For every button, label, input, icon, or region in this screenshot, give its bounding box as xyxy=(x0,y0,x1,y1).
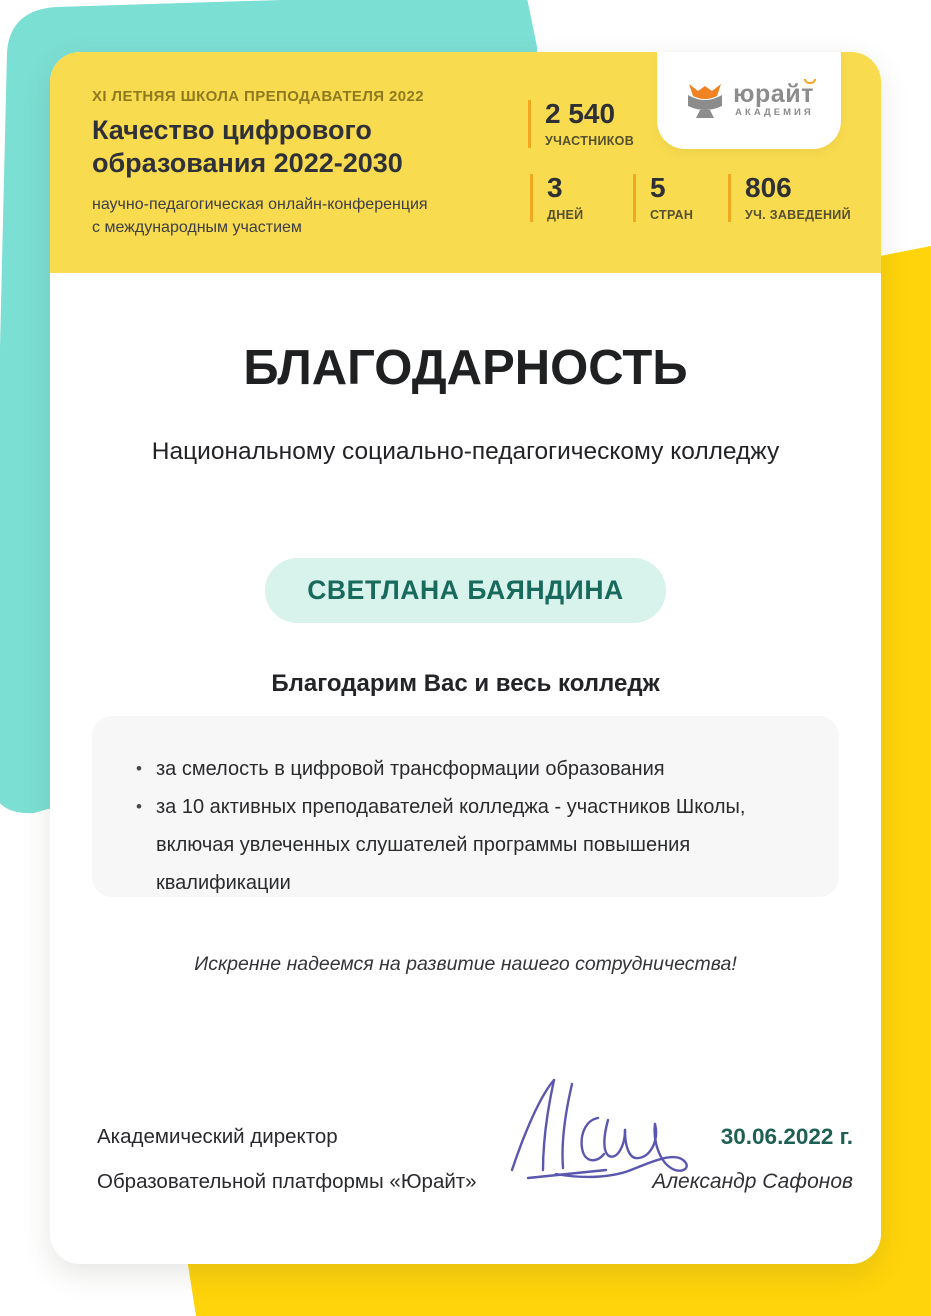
stat-institutions-label: УЧ. ЗАВЕДЕНИЙ xyxy=(745,208,851,222)
signer-name: Александр Сафонов xyxy=(652,1170,853,1193)
event-title xyxy=(92,114,403,180)
event-subtitle-line2: с международным участием xyxy=(92,219,302,236)
stat-participants xyxy=(528,100,634,148)
signature-date: 30.06.2022 г. xyxy=(720,1124,853,1149)
stat-participants-label: УЧАСТНИКОВ xyxy=(545,134,635,148)
signer-role-line2: Образовательной платформы «Юрайт» xyxy=(97,1170,477,1193)
signer-role xyxy=(97,1114,477,1204)
urait-logo xyxy=(684,81,814,121)
person-pill-wrap xyxy=(50,558,881,623)
urait-logo-box xyxy=(657,52,841,149)
recipient-name: Национальному социально-педагогическому колледжу xyxy=(151,438,780,465)
event-subtitle-line1: научно-педагогическая онлайн-конференция xyxy=(92,196,428,213)
event-kicker: XI ЛЕТНЯЯ ШКОЛА ПРЕПОДАВАТЕЛЯ 2022 xyxy=(92,88,424,105)
breve-accent xyxy=(804,79,816,84)
urait-wordmark: юрайт xyxy=(733,83,814,105)
card-header xyxy=(50,52,881,273)
stat-institutions xyxy=(728,174,851,222)
certificate-card xyxy=(50,52,881,1264)
reasons-list xyxy=(134,750,793,902)
event-title-line2: образования 2022-2030 xyxy=(92,148,403,178)
stat-participants-value: 2 540 xyxy=(545,98,616,129)
thanks-heading: Благодарим Вас и весь колледж xyxy=(271,670,660,697)
signature-icon xyxy=(498,1074,708,1194)
urait-logo-text xyxy=(733,80,814,118)
reason-item: • за смелость в цифровой трансформации образования xyxy=(134,750,793,788)
stat-countries xyxy=(633,174,693,222)
certificate-title: БЛАГОДАРНОСТЬ xyxy=(243,341,688,395)
stat-institutions-value: 806 xyxy=(745,172,792,203)
signer-role-line1: Академический директор xyxy=(97,1125,338,1148)
closing-wish: Искренне надеемся на развитие нашего сотрудничества! xyxy=(194,953,737,975)
stat-days-label: ДНЕЙ xyxy=(547,208,584,222)
stat-countries-label: СТРАН xyxy=(650,208,694,222)
urait-fox-icon xyxy=(684,81,726,121)
event-subtitle xyxy=(92,193,428,239)
stat-days xyxy=(530,174,583,222)
urait-academy-label: АКАДЕМИЯ xyxy=(735,107,814,118)
reason-item: • за 10 активных преподавателей колледжа - участников Школы, включая увлеченных слушателей программы повышения квалификации xyxy=(134,788,793,902)
stat-countries-value: 5 xyxy=(650,172,666,203)
event-title-line1: Качество цифрового xyxy=(92,115,372,145)
stat-days-value: 3 xyxy=(547,172,563,203)
reasons-box xyxy=(92,716,839,897)
person-name-badge: СВЕТЛАНА БАЯНДИНА xyxy=(265,558,666,623)
